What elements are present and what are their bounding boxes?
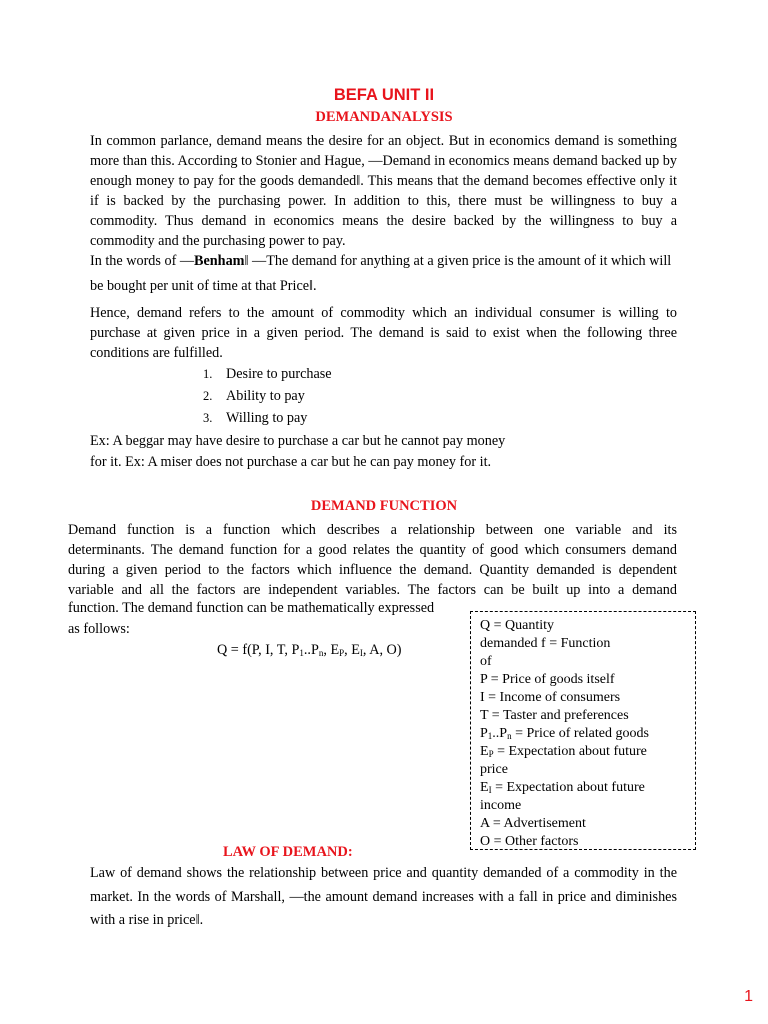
hence-paragraph: Hence, demand refers to the amount of commodity which an individual consumer is willing to purchase at given price in a given period. The demand is said to exist when the following three conditions are fulfilled. — [90, 305, 677, 361]
benham-quote-text: ‖ —The demand for anything at a given price is the amount of it which will — [244, 253, 672, 269]
demand-function-formula — [217, 642, 402, 659]
demand-function-line: during a given period to the factors which influence the demand. Quantity demanded is dependent — [68, 562, 677, 578]
page-number: 1 — [744, 988, 753, 1005]
benham-quote-line1 — [90, 253, 671, 270]
legend-line: income — [480, 798, 522, 813]
demand-function-line: determinants. The demand function for a good relates the quantity of good which consumers demand — [68, 542, 677, 558]
section-heading-law-of-demand: LAW OF DEMAND: — [223, 844, 353, 860]
intro-paragraph: In common parlance, demand means the desire for an object. But in economics demand is something more than this. According to Stonier and Hague, —Demand in economics means demand backed up by enough money to pay for the goods demanded‖. This means that the demand becomes effective only it if is backed by the purchasing power. In addition to this, there must be willingness to buy a commodity. Thus demand in economics means the desire backed by the willingness to buy a commodity and the purchasing power to pay. — [90, 133, 677, 249]
legend-line: A = Advertisement — [480, 816, 586, 831]
page-title: BEFA UNIT II — [333, 86, 435, 104]
formula-subscript: I — [359, 648, 363, 658]
demand-function-paragraph — [68, 520, 677, 600]
legend-part: P — [480, 726, 488, 741]
condition-number: 3. — [203, 411, 213, 425]
legend-line: O = Other factors — [480, 834, 579, 849]
formula-subscript: 1 — [299, 648, 304, 658]
demand-function-line: function. The demand function can be mathematically expressed — [68, 600, 435, 616]
legend-subscript: P — [488, 749, 494, 759]
formula-part: , E — [323, 642, 340, 658]
legend-part: = Expectation about future — [493, 744, 647, 759]
demand-function-line: as follows: — [68, 621, 130, 637]
section-heading-demand-analysis: DEMANDANALYSIS — [315, 109, 453, 125]
legend-line: demanded f = Function — [480, 636, 611, 651]
condition-item — [203, 410, 307, 427]
legend-part: = Expectation about future — [491, 780, 645, 795]
formula-subscript: n — [318, 648, 324, 658]
legend-line: price — [480, 762, 508, 777]
legend-part: E — [480, 780, 489, 795]
legend-line: T = Taster and preferences — [480, 708, 629, 723]
condition-number: 2. — [203, 389, 213, 403]
example-line1: Ex: A beggar may have desire to purchase a car but he cannot pay money — [90, 433, 506, 449]
legend-subscript: n — [507, 731, 512, 741]
condition-text: Desire to purchase — [226, 366, 332, 382]
condition-text: Ability to pay — [226, 388, 305, 404]
legend-part: E — [480, 744, 489, 759]
formula-part: Q = f(P, I, T, P — [217, 642, 300, 658]
benham-quote-line2: be bought per unit of time at that Price‖. — [90, 278, 317, 294]
section-heading-demand-function: DEMAND FUNCTION — [310, 498, 458, 514]
example-line2: for it. Ex: A miser does not purchase a car but he can pay money for it. — [90, 454, 492, 470]
legend-line: I = Income of consumers — [480, 690, 621, 705]
formula-part: , E — [344, 642, 360, 658]
legend-line: P = Price of goods itself — [480, 672, 615, 687]
legend-subscript: 1 — [487, 731, 493, 741]
formula-subscript: P — [339, 648, 345, 658]
legend-line — [480, 779, 645, 797]
demand-function-line: Demand function is a function which describes a relationship between one variable and its — [68, 522, 677, 538]
legend-part: = Price of related goods — [511, 726, 649, 741]
formula-part: , A, O) — [362, 642, 402, 658]
benham-prefix: In the words of — — [90, 253, 195, 269]
legend-subscript: I — [488, 785, 492, 795]
legend-line: Q = Quantity — [480, 618, 554, 633]
legend-line — [480, 743, 647, 761]
condition-number: 1. — [203, 367, 213, 381]
benham-name: Benham — [194, 253, 245, 269]
formula-part: ..P — [303, 642, 319, 658]
condition-text: Willing to pay — [226, 410, 308, 426]
demand-function-line: variable and all the factors are independent variables. The factors can be built up into a demand — [68, 582, 677, 598]
legend-line — [480, 725, 649, 743]
legend-part: ..P — [492, 726, 508, 741]
condition-item — [203, 388, 305, 405]
legend-line: of — [480, 654, 492, 669]
condition-item — [203, 366, 332, 383]
law-of-demand-paragraph: Law of demand shows the relationship between price and quantity demanded of a commodity in the market. In the words of Marshall, —the amount demand increases with a fall in price and diminishes with a rise in price‖. — [90, 865, 677, 928]
